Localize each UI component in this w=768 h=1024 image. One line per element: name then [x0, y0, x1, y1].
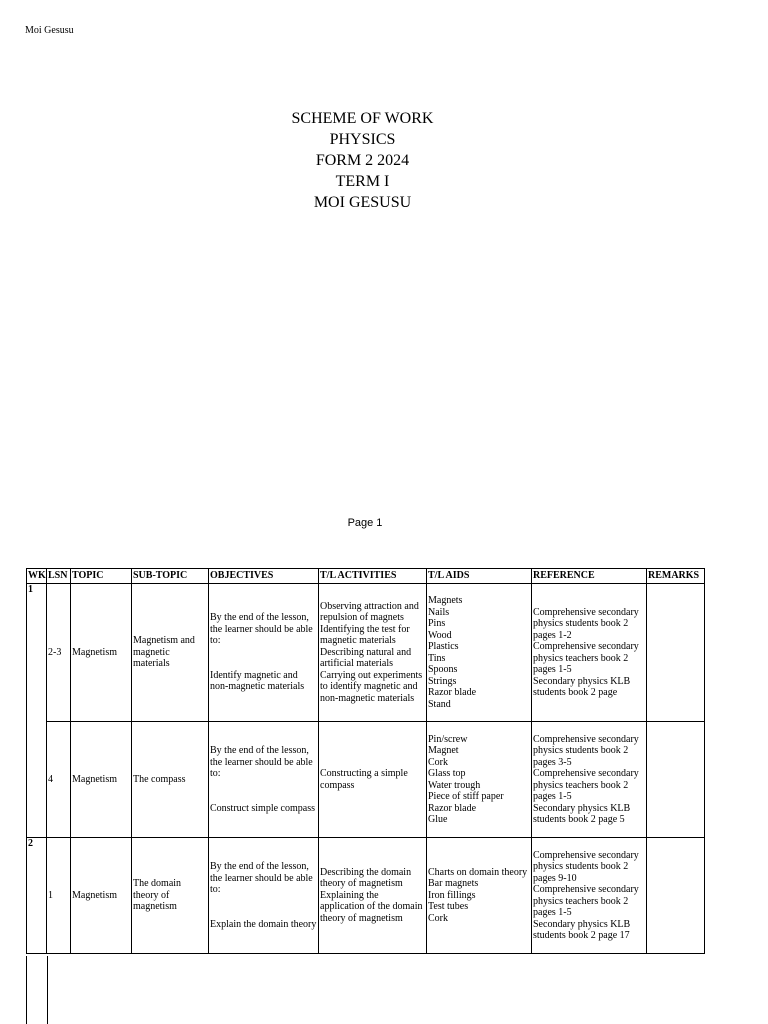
- topic-cell: Magnetism: [71, 584, 132, 722]
- remarks-cell: [647, 722, 705, 838]
- objectives-intro: By the end of the lesson, the learner should be able to:: [210, 612, 313, 647]
- page-number: Page 1: [347, 517, 383, 529]
- header-remarks: REMARKS: [647, 569, 705, 584]
- table-row: [27, 584, 705, 722]
- header-wk: WK: [27, 569, 47, 584]
- reference-cell: Comprehensive secondary physics students book 2 pages 9-10 Comprehensive secondary physics teachers book 2 pages 1-5 Secondary physics KLB students book 2 page 17: [532, 838, 647, 954]
- objectives-main: Explain the domain theory: [210, 918, 317, 930]
- aids-cell: Pin/screw Magnet Cork Glass top Water trough Piece of stiff paper Razor blade Glue: [427, 722, 532, 838]
- objectives-cell: [209, 722, 319, 838]
- header-subtopic: SUB-TOPIC: [132, 569, 209, 584]
- reference-cell: Comprehensive secondary physics students book 2 pages 3-5 Comprehensive secondary physics teachers book 2 pages 1-5 Secondary physics KLB students book 2 page 5: [532, 722, 647, 838]
- objectives-main: Construct simple compass: [210, 802, 315, 814]
- objectives-intro: By the end of the lesson, the learner should be able to:: [210, 745, 313, 779]
- aids-cell: Magnets Nails Pins Wood Plastics Tins Spoons Strings Razor blade Stand: [427, 584, 532, 722]
- form-line: FORM 2 2024: [315, 152, 410, 169]
- title-block: [0, 108, 725, 213]
- week-cell: 2: [27, 838, 47, 954]
- document-header-name: Moi Gesusu: [25, 25, 74, 36]
- table-continuation-left-border: [26, 956, 27, 1024]
- lesson-cell: 1: [47, 838, 71, 954]
- remarks-cell: [647, 584, 705, 722]
- subtopic-cell: The domain theory of magnetism: [132, 838, 209, 954]
- header-activities: T/L ACTIVITIES: [319, 569, 427, 584]
- objectives-main: Identify magnetic and non-magnetic materials: [210, 669, 305, 693]
- objectives-intro: By the end of the lesson, the learner should be able to:: [210, 861, 313, 895]
- scheme-table: [26, 568, 705, 954]
- title-line: SCHEME OF WORK: [291, 110, 434, 127]
- header-reference: REFERENCE: [532, 569, 647, 584]
- subject-line: PHYSICS: [329, 131, 396, 148]
- table-header-row: [27, 569, 705, 584]
- aids-cell: Charts on domain theory Bar magnets Iron fillings Test tubes Cork: [427, 838, 532, 954]
- subtopic-cell: The compass: [132, 722, 209, 838]
- week-cell: 1: [27, 584, 47, 838]
- reference-cell: Comprehensive secondary physics students book 2 pages 1-2 Comprehensive secondary physics teachers book 2 pages 1-5 Secondary physics KLB students book 2 page: [532, 584, 647, 722]
- header-topic: TOPIC: [71, 569, 132, 584]
- topic-cell: Magnetism: [71, 722, 132, 838]
- topic-cell: Magnetism: [71, 838, 132, 954]
- activities-cell: Observing attraction and repulsion of magnets Identifying the test for magnetic materials Describing natural and artificial materials Carrying out experiments to identify magnetic and non-magnetic materials: [319, 584, 427, 722]
- header-aids: T/L AIDS: [427, 569, 532, 584]
- table-row: [27, 722, 705, 838]
- remarks-cell: [647, 838, 705, 954]
- activities-cell: Describing the domain theory of magnetism Explaining the application of the domain theory of magnetism: [319, 838, 427, 954]
- table-continuation-divider: [47, 956, 48, 1024]
- school-line: MOI GESUSU: [313, 194, 412, 211]
- lesson-cell: 2-3: [47, 584, 71, 722]
- objectives-cell: [209, 584, 319, 722]
- table-row: [27, 838, 705, 954]
- header-lsn: LSN: [47, 569, 71, 584]
- activities-cell: Constructing a simple compass: [319, 722, 427, 838]
- header-objectives: OBJECTIVES: [209, 569, 319, 584]
- subtopic-cell: Magnetism and magnetic materials: [132, 584, 209, 722]
- objectives-cell: [209, 838, 319, 954]
- term-line: TERM I: [335, 173, 390, 190]
- lesson-cell: 4: [47, 722, 71, 838]
